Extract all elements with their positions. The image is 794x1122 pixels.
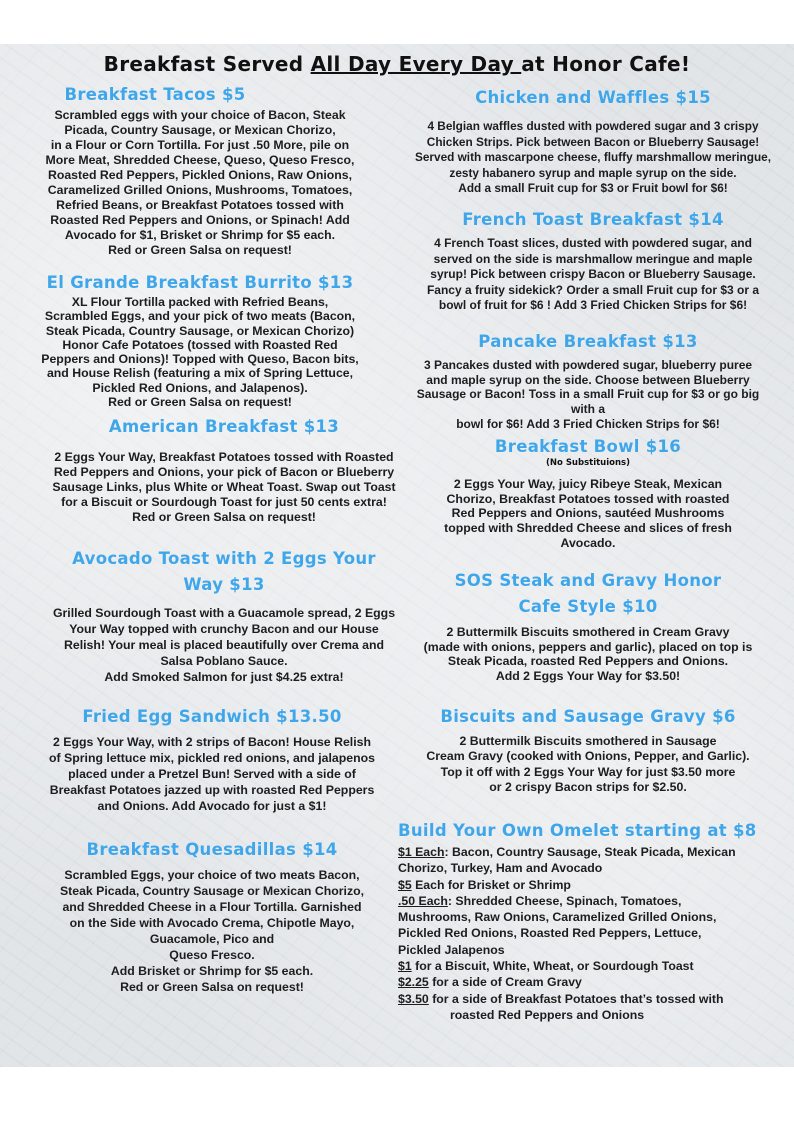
- description-line: XL Flour Tortilla packed with Refried Beans,: [71, 295, 329, 309]
- omelet-option-price: $5: [398, 877, 412, 892]
- omelet-option-price: $2.25: [398, 975, 429, 990]
- menu-item-french-toast: [396, 207, 790, 314]
- menu-item-avocado-toast: [24, 546, 424, 685]
- title-part-2: at Honor Cafe!: [521, 52, 691, 76]
- description-line: and House Relish (featuring a mix of Spring Lettuce,: [46, 366, 354, 381]
- description-line: Chicken Strips. Pick between Bacon or Blueberry Sausage!: [426, 134, 760, 149]
- description-line: bowl of fruit for $6 ! Add 3 Fried Chicken Strips for $6!: [438, 298, 748, 313]
- item-description: [396, 236, 790, 314]
- description-line: Sausage or Bacon! Toss in a small Fruit cup for $3 or go big: [416, 387, 760, 402]
- description-line: Queso Fresco.: [169, 948, 255, 962]
- item-title: Breakfast Quesadillas $14: [86, 840, 338, 859]
- menu-item-el-grande-burrito: [6, 271, 394, 409]
- omelet-option-text: Pickled Red Onions, Roasted Red Peppers, Lettuce,: [398, 926, 702, 941]
- omelet-option-text: for a side of Breakfast Potatoes that’s tossed with: [428, 991, 724, 1006]
- description-line: Relish! Your meal is placed beautifully over Crema and: [63, 638, 385, 652]
- description-line: Sausage Links, plus White or Wheat Toast. Swap out Toast: [52, 480, 396, 494]
- omelet-option-last-line: roasted Red Peppers and Onions: [450, 1007, 645, 1022]
- item-title: Biscuits and Sausage Gravy $6: [440, 707, 736, 726]
- omelet-option-text: for a Biscuit, White, Wheat, or Sourdough Toast: [411, 959, 694, 974]
- item-description: [6, 295, 394, 409]
- description-line: Fancy a fruity sidekick? Order a small Fruit cup for $3 or a: [426, 282, 760, 297]
- item-title: Chicken and Waffles $15: [475, 88, 711, 107]
- description-line: Red or Green Salsa on request!: [120, 980, 304, 994]
- description-line: Red or Green Salsa on request!: [132, 510, 316, 524]
- omelet-option-row: [398, 974, 790, 990]
- description-line: Red or Green Salsa on request!: [108, 243, 292, 257]
- omelet-option-text: : Shredded Cheese, Spinach, Tomatoes,: [447, 893, 682, 908]
- description-line: Caramelized Grilled Onions, Mushrooms, Tomatoes,: [47, 183, 353, 197]
- description-line: syrup! Pick between crispy Bacon or Blueberry Sausage.: [430, 267, 756, 282]
- description-line: bowl for $6! Add 3 Fried Chicken Strips for $6!: [456, 416, 720, 431]
- description-line: on the Side with Avocado Crema, Chipotle Mayo,: [69, 916, 355, 930]
- description-line: (made with onions, peppers and garlic), placed on top is: [423, 639, 753, 654]
- description-line: and Shredded Cheese in a Flour Tortilla. Garnished: [62, 900, 362, 914]
- no-substitutions-note: (No Substituions): [546, 458, 630, 468]
- item-description: [386, 477, 790, 551]
- item-title: Breakfast Tacos $5: [64, 85, 246, 104]
- menu-item-chicken-and-waffles: [396, 85, 790, 197]
- description-line: Add 2 Eggs Your Way for $3.50!: [495, 668, 681, 683]
- item-title: American Breakfast $13: [108, 417, 340, 436]
- omelet-option-row: [398, 844, 790, 860]
- description-line: Add a small Fruit cup for $3 or Fruit bowl for $6!: [458, 181, 728, 195]
- omelet-option-row: [398, 958, 790, 974]
- omelet-option-price: $1 Each: [398, 845, 445, 859]
- description-line: for a Biscuit or Sourdough Toast for just 50 cents extra!: [61, 495, 387, 509]
- omelet-option-text: Pickled Jalapenos: [398, 942, 505, 957]
- item-title: El Grande Breakfast Burrito $13: [46, 273, 354, 292]
- title-part-underlined: All Day Every Day: [310, 52, 522, 76]
- description-line: Breakfast Potatoes jazzed up with roasted Red Peppers: [49, 783, 375, 797]
- item-title: Pancake Breakfast $13: [478, 332, 698, 351]
- description-line: 2 Buttermilk Biscuits smothered in Sausage: [459, 734, 717, 748]
- description-line: Peppers and Onions)! Topped with Queso, Bacon bits,: [41, 352, 359, 367]
- description-line: Scrambled eggs with your choice of Bacon, Steak: [54, 108, 346, 122]
- description-line: Red Peppers and Onions, your pick of Bacon or Blueberry: [53, 465, 395, 479]
- item-description: [10, 867, 414, 995]
- description-line: Add Brisket or Shrimp for $5 each.: [110, 964, 314, 978]
- description-line: 3 Pancakes dusted with powdered sugar, blueberry puree: [423, 358, 753, 372]
- description-line: Cream Gravy (cooked with Onions, Pepper, and Garlic).: [426, 749, 750, 764]
- menu-item-sos-steak-and-gravy: [386, 568, 790, 683]
- description-line: 4 Belgian waffles dusted with powdered sugar and 3 crispy: [427, 119, 759, 133]
- description-line: Scrambled Eggs, and your pick of two meats (Bacon,: [44, 309, 356, 324]
- description-line: Your Way topped with crunchy Bacon and our House: [69, 622, 379, 636]
- omelet-option-row: [398, 893, 790, 909]
- description-line: of Spring lettuce mix, pickled red onions, and jalapenos: [49, 751, 375, 765]
- description-line: Steak Picada, roasted Red Peppers and Onions.: [447, 654, 729, 668]
- omelet-option-row: [398, 925, 790, 941]
- item-description: [10, 734, 414, 814]
- description-line: placed under a Pretzel Bun! Served with a side of: [68, 767, 356, 781]
- description-line: Roasted Red Peppers, Pickled Onions, Raw Onions,: [47, 168, 353, 182]
- omelet-option-price: .50 Each: [398, 893, 448, 908]
- menu-item-fried-egg-sandwich: [10, 704, 414, 814]
- description-line: or 2 crispy Bacon strips for $2.50.: [489, 779, 687, 794]
- item-title-line-2: Way $13: [183, 575, 265, 594]
- description-line: with a: [570, 402, 605, 417]
- description-line: More Meat, Shredded Cheese, Queso, Queso Fresco,: [45, 153, 355, 167]
- menu-item-breakfast-tacos: [6, 82, 394, 258]
- description-line: zesty habanero syrup and maple syrup on the side.: [449, 165, 737, 180]
- description-line: Served with mascarpone cheese, fluffy marshmallow meringue,: [415, 150, 771, 164]
- description-line: Picada, Country Sausage, or Mexican Chorizo,: [64, 123, 336, 137]
- title-part-1: Breakfast Served: [103, 52, 311, 76]
- description-line: topped with Shredded Cheese and slices of fresh: [444, 521, 732, 536]
- menu-item-breakfast-quesadillas: [10, 837, 414, 995]
- description-line: 2 Eggs Your Way, Breakfast Potatoes tossed with Roasted: [54, 450, 394, 464]
- item-description: [24, 450, 424, 525]
- description-line: 4 French Toast slices, dusted with powdered sugar, and: [434, 236, 752, 250]
- item-title-line-1: SOS Steak and Gravy Honor: [454, 571, 722, 590]
- description-line: served on the side is marshmallow meringue and maple: [433, 251, 753, 266]
- omelet-option-price: $3.50: [398, 991, 429, 1006]
- item-title: Breakfast Bowl $16: [494, 437, 682, 456]
- item-title: Build Your Own Omelet starting at $8: [398, 821, 757, 840]
- description-line: Avocado for $1, Brisket or Shrimp for $5 each.: [64, 228, 336, 242]
- description-line: Pickled Red Onions, and Jalapenos).: [92, 380, 308, 395]
- omelet-option-text: Each for Brisket or Shrimp: [411, 877, 571, 892]
- menu-item-pancake-breakfast: [386, 329, 790, 432]
- menu-item-build-your-own-omelet: [398, 818, 790, 1023]
- page-title: [0, 52, 794, 76]
- description-line: Refried Beans, or Breakfast Potatoes tossed with: [56, 198, 344, 212]
- description-line: Avocado.: [560, 535, 616, 550]
- description-line: Grilled Sourdough Toast with a Guacamole spread, 2 Eggs: [52, 606, 396, 620]
- description-line: Guacamole, Pico and: [149, 932, 275, 946]
- item-title-line-1: Avocado Toast with 2 Eggs Your: [72, 549, 376, 568]
- description-line: 2 Eggs Your Way, with 2 strips of Bacon! House Relish: [53, 735, 371, 749]
- item-description: [386, 734, 790, 795]
- menu-item-breakfast-bowl: [386, 434, 790, 551]
- description-line: Chorizo, Breakfast Potatoes tossed with roasted: [446, 491, 730, 506]
- omelet-option-row: [398, 877, 790, 893]
- omelet-option-row: [398, 860, 790, 876]
- item-description: [386, 625, 790, 683]
- omelet-option-row: [398, 942, 790, 958]
- omelet-option-text: : Bacon, Country Sausage, Steak Picada, Mexican: [444, 845, 736, 859]
- description-line: Steak Picada, Country Sausage, or Mexican Chorizo): [45, 323, 355, 338]
- item-description: [6, 108, 394, 258]
- description-line: Red or Green Salsa on request!: [108, 395, 292, 410]
- description-line: 2 Eggs Your Way, juicy Ribeye Steak, Mexican: [453, 477, 723, 491]
- omelet-options-list: [398, 844, 790, 1023]
- description-line: 2 Buttermilk Biscuits smothered in Cream Gravy: [446, 625, 730, 639]
- omelet-option-price: $1: [398, 959, 412, 974]
- description-line: Add Smoked Salmon for just $4.25 extra!: [104, 670, 344, 684]
- item-description: [396, 119, 790, 197]
- description-line: Honor Cafe Potatoes (tossed with Roasted Red: [62, 337, 338, 352]
- omelet-option-row: [398, 909, 790, 925]
- item-description: [386, 358, 790, 432]
- description-line: Salsa Poblano Sauce.: [160, 654, 288, 668]
- description-line: Scrambled Eggs, your choice of two meats Bacon,: [64, 868, 360, 882]
- description-line: Steak Picada, Country Sausage or Mexican Chorizo,: [59, 884, 365, 898]
- description-line: Top it off with 2 Eggs Your Way for just $3.50 more: [440, 764, 736, 779]
- description-line: in a Flour or Corn Tortilla. For just .50 More, pile on: [50, 138, 350, 152]
- item-title: French Toast Breakfast $14: [462, 210, 724, 229]
- omelet-option-row: [398, 991, 790, 1007]
- omelet-option-text: Mushrooms, Raw Onions, Caramelized Grilled Onions,: [398, 910, 717, 925]
- menu-item-american-breakfast: [24, 414, 424, 525]
- description-line: and Onions. Add Avocado for just a $1!: [97, 799, 327, 813]
- item-title-line-2: Cafe Style $10: [518, 597, 658, 616]
- item-description: [24, 605, 424, 685]
- description-line: Roasted Red Peppers and Onions, or Spinach! Add: [50, 213, 350, 227]
- omelet-option-text: for a side of Cream Gravy: [428, 975, 582, 990]
- omelet-option-text: Chorizo, Turkey, Ham and Avocado: [398, 861, 603, 876]
- item-title: Fried Egg Sandwich $13.50: [82, 707, 342, 726]
- description-line: Red Peppers and Onions, sautéed Mushrooms: [451, 506, 725, 521]
- description-line: and maple syrup on the side. Choose between Blueberry: [426, 372, 750, 387]
- menu-item-biscuits-and-gravy: [386, 704, 790, 795]
